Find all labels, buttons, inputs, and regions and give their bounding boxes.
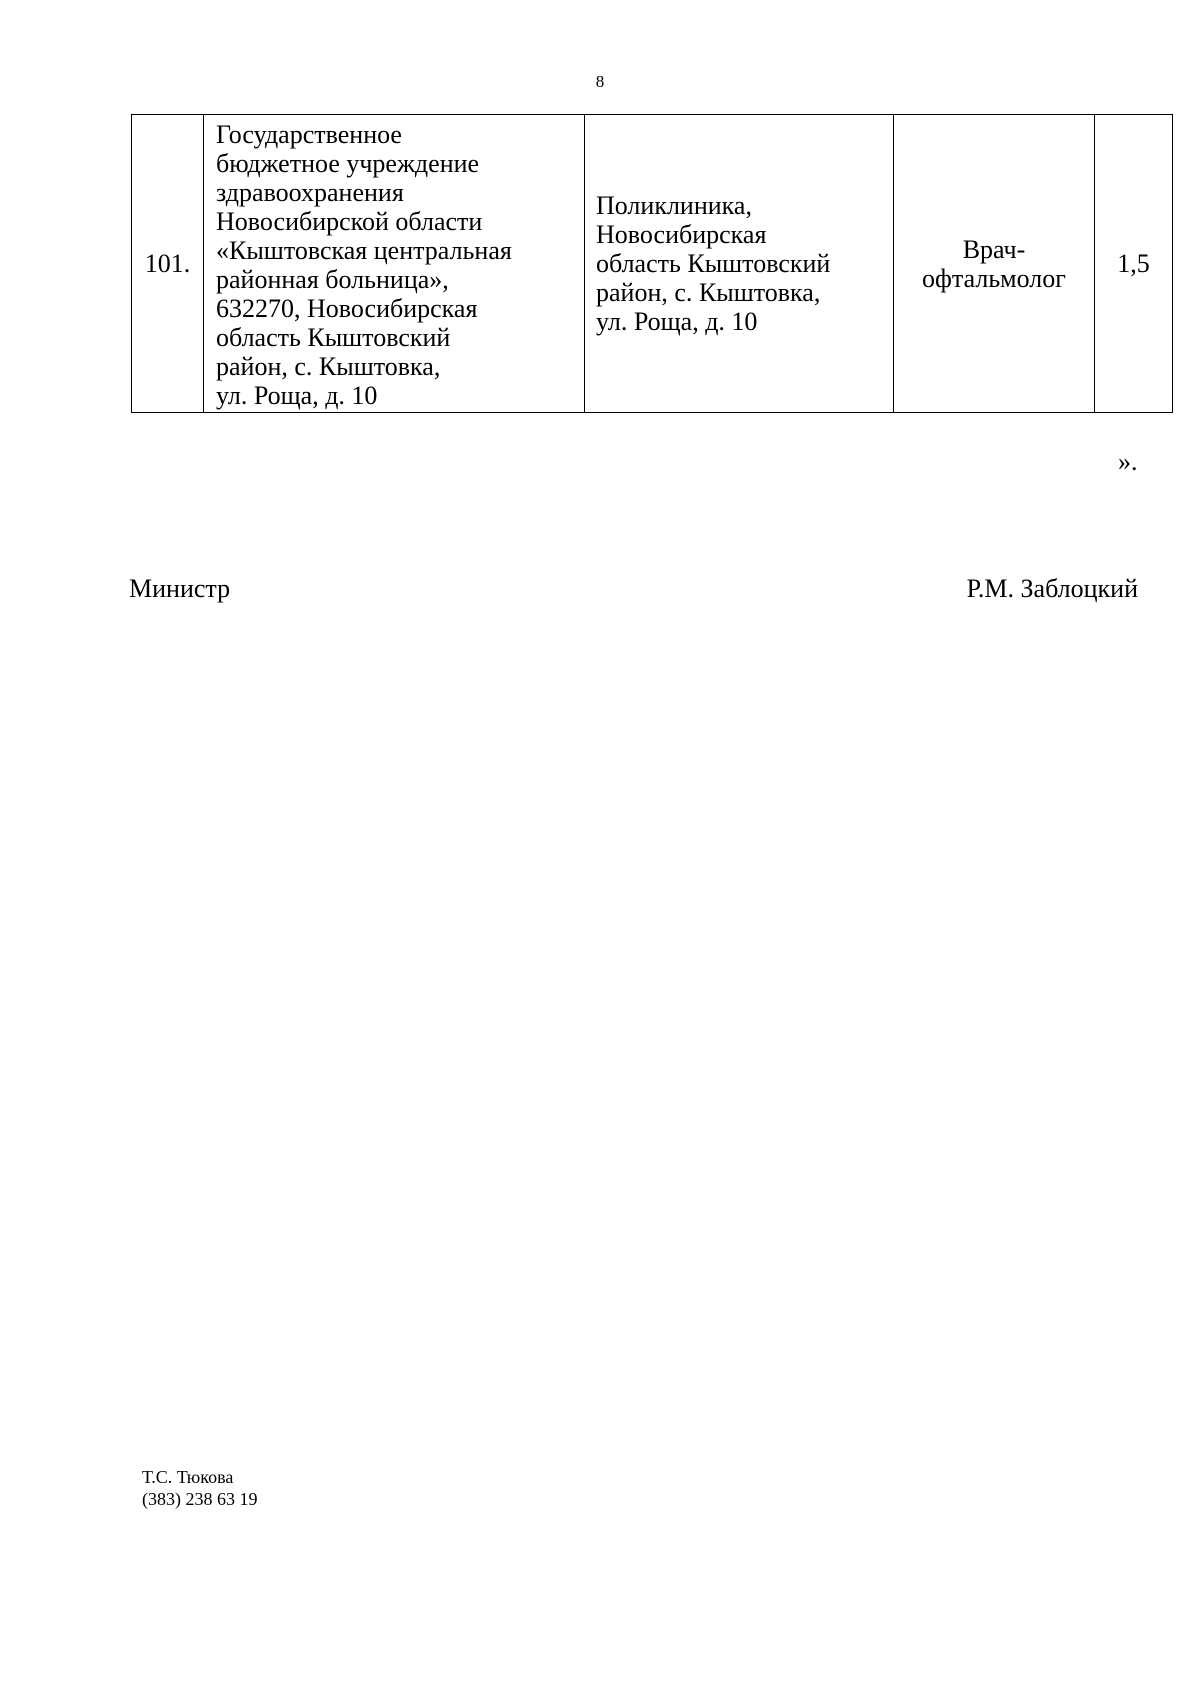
organization-line: Новосибирской области — [216, 207, 483, 236]
row-number-cell: 101. — [132, 115, 204, 413]
signature-title: Министр — [129, 574, 231, 603]
location-cell — [585, 115, 894, 413]
closing-quote: ». — [1118, 447, 1138, 476]
executor-phone: (383) 238 63 19 — [142, 1489, 258, 1509]
positions-table — [131, 114, 1173, 413]
location-line: ул. Роща, д. 10 — [596, 307, 758, 336]
page-number: 8 — [595, 72, 605, 91]
organization-line: 632270, Новосибирская — [216, 294, 478, 323]
position-cell — [894, 115, 1095, 413]
location-line: Новосибирская — [596, 220, 767, 249]
organization-line: Государственное — [216, 120, 402, 149]
organization-cell — [204, 115, 585, 413]
organization-line: район, с. Кыштовка, — [216, 352, 441, 381]
organization-line: бюджетное учреждение — [216, 149, 480, 178]
rate-cell: 1,5 — [1095, 115, 1173, 413]
location-line: район, с. Кыштовка, — [596, 278, 821, 307]
location-line: область Кыштовский — [596, 249, 831, 278]
organization-line: районная больница», — [216, 265, 449, 294]
signature-name: Р.М. Заблоцкий — [966, 574, 1138, 603]
executor-block — [142, 1466, 258, 1510]
organization-line: «Кыштовская центральная — [216, 236, 512, 265]
position-line: Врач- — [962, 234, 1026, 264]
organization-line: здравоохранения — [216, 178, 404, 207]
organization-line: ул. Роща, д. 10 — [216, 381, 378, 410]
table-row — [132, 115, 1173, 413]
position-line: офтальмолог — [922, 263, 1066, 293]
executor-name: Т.С. Тюкова — [142, 1467, 234, 1487]
organization-line: область Кыштовский — [216, 323, 451, 352]
location-line: Поликлиника, — [596, 191, 752, 220]
